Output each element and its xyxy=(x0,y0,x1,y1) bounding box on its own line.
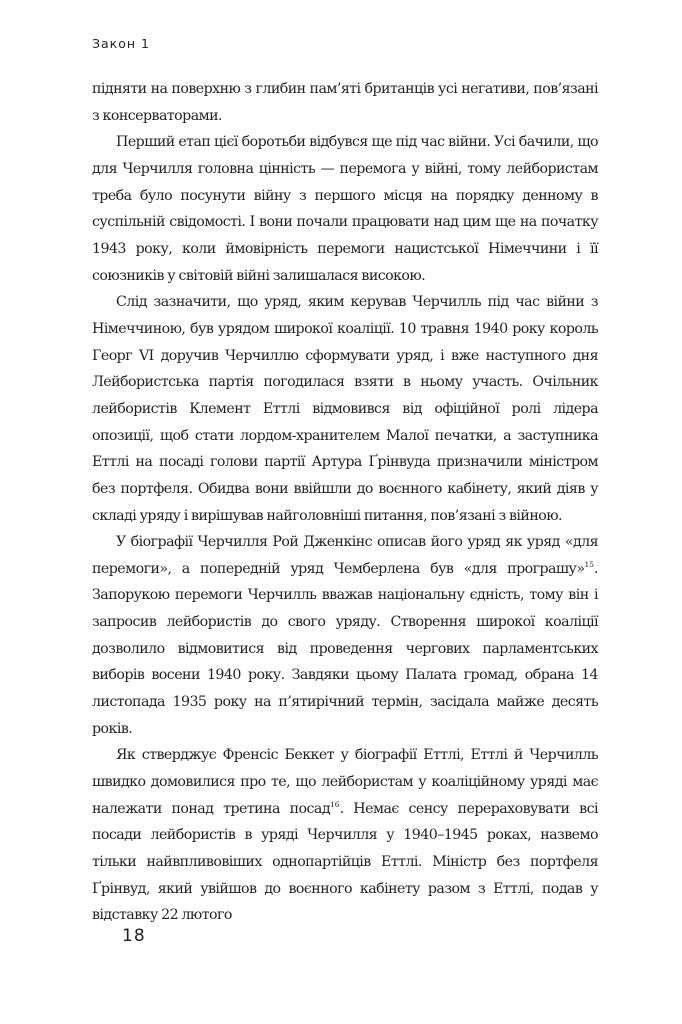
page-number: 18 xyxy=(122,926,146,946)
body-text xyxy=(92,76,598,929)
running-head: Закон 1 xyxy=(92,36,150,51)
paragraph: Слід зазначити, що уряд, яким керував Черчилль під час війни з Німеччиною, був урядом широкої коаліції. 10 травня 1940 року король Георг VI доручив Черчиллю сформувати уряд, і вже наступного дня Лейбористська партія погодилася взяти в ньому участь. Очільник лейбористів Клемент Еттлі відмовився від офіційної ролі лідера опозиції, щоб стати лордом-хранителем Малої печатки, а заступника Еттлі на посаді голови партії Артура Ґрінвуда призначили міністром без портфеля. Обидва вони ввійшли до воєнного кабінету, який діяв у складі уряду і вирішував найголовніші питання, пов’язані з війною. xyxy=(92,294,598,524)
paragraph xyxy=(92,742,598,929)
paragraph-text: У біографії Черчилля Рой Дженкінс описав його уряд як уряд «для перемоги», а попередній уряд Чемберлена був «для програшу» xyxy=(92,534,598,577)
paragraph xyxy=(92,529,598,742)
paragraph-continued: підняти на поверхню з глибин пам’яті британців усі негативи, пов’язані з консерваторами. xyxy=(92,81,598,124)
paragraph-text: . Запорукою перемоги Черчилль вважав національну єдність, тому він і запросив лейбористів до свого уряду. Створення широкої коаліції дозволило відмовитися від проведення чергових парламентських виборів восени 1940 року. Завдяки цьому Палата громад, обрана 14 листопада 1935 року на п’ятирічний термін, засідала майже десять років. xyxy=(92,560,598,737)
footnote-marker: 16 xyxy=(330,799,340,809)
paragraph-text: . Немає сенсу перераховувати всі посади лейбористів в уряді Черчилля у 1940–1945 роках, назвемо тільки найвпливовіших однопартійців Еттлі. Міністр без портфеля Ґрінвуд, який увійшов до воєнного кабінету разом з Еттлі, подав у відставку 22 лютого xyxy=(92,800,598,924)
paragraph-text: Як стверджує Френсіс Беккет у біографії Еттлі, Еттлі й Черчилль швидко домовилися про те, що лейбористам у коаліційному уряді має належати понад третина посад xyxy=(92,747,598,817)
paragraph: Перший етап цієї боротьби відбувся ще під час війни. Усі бачили, що для Черчилля головна цінність — перемога у війні, тому лейбористам треба було посунути війну з першого місця на порядку денному в суспільній свідомості. І вони почали працювати над цим ще на початку 1943 року, коли ймовірність перемоги нацистської Німеччини і її союзників у світовій війні залишалася високою. xyxy=(92,134,598,284)
footnote-marker: 15 xyxy=(584,559,595,569)
